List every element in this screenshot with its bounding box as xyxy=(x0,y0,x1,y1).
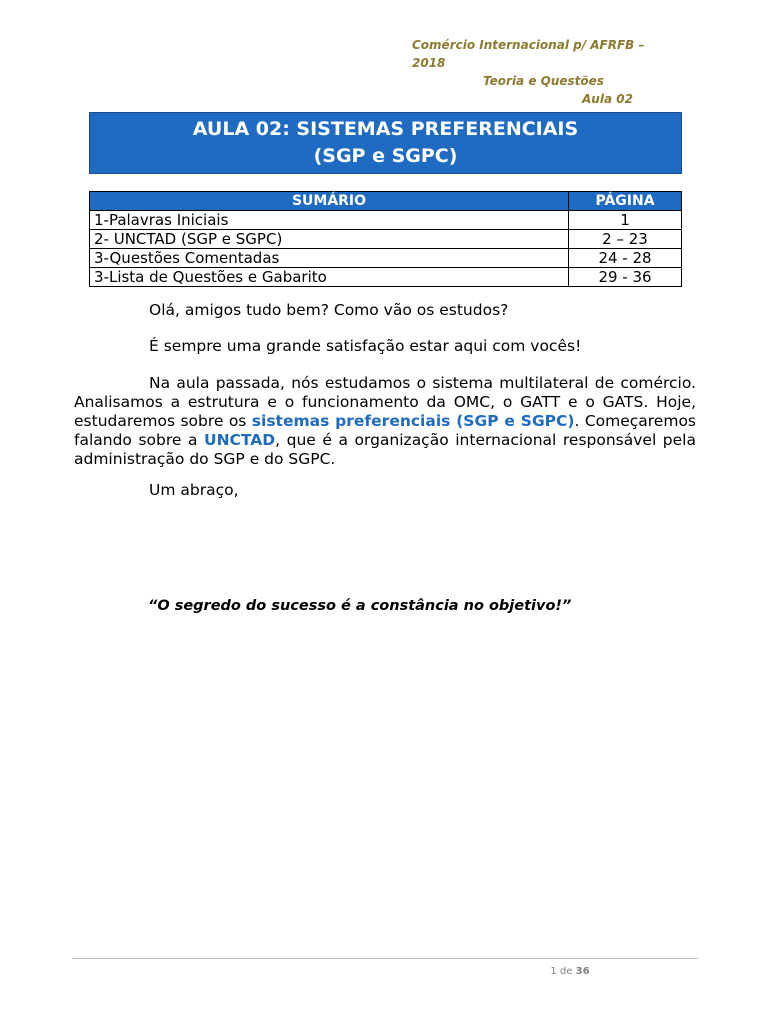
table-row xyxy=(90,249,682,268)
summary-table xyxy=(89,191,682,287)
intro-text: . Começaremos falando sobre a xyxy=(74,412,697,449)
summary-page: 2 – 23 xyxy=(569,230,682,249)
intro-text: Na aula passada, nós estudamos o sistema multilateral de comércio. Analisamos a estrutura e o funcionamento da OMC, o GATT e o GATS. Hoje, estudaremos sobre os xyxy=(74,374,696,430)
highlight-unctad: UNCTAD xyxy=(204,431,276,449)
page-number xyxy=(530,966,610,977)
running-header xyxy=(400,36,680,108)
intro-text: , que é a organização internacional responsável pela administração do SGP e do SGPC. xyxy=(74,431,696,468)
lesson-subtitle: (SGP e SGPC) xyxy=(313,145,458,167)
table-row xyxy=(90,230,682,249)
total-pages: 36 xyxy=(575,966,590,977)
greeting-paragraph: Olá, amigos tudo bem? Como vão os estudos? xyxy=(149,301,509,319)
closing-paragraph: Um abraço, xyxy=(149,481,239,499)
summary-column-header: SUMÁRIO xyxy=(90,192,569,211)
lesson-title: AULA 02: SISTEMAS PREFERENCIAIS xyxy=(192,118,579,140)
page-column-header: PÁGINA xyxy=(569,192,682,211)
summary-page: 24 - 28 xyxy=(569,249,682,268)
table-row xyxy=(90,211,682,230)
summary-page: 1 xyxy=(569,211,682,230)
intro-paragraph xyxy=(74,374,696,469)
summary-header-row xyxy=(90,192,682,211)
summary-item: 3-Lista de Questões e Gabarito xyxy=(90,268,569,287)
current-page: 1 xyxy=(550,966,557,977)
footer-divider xyxy=(72,958,698,959)
summary-item: 3-Questões Comentadas xyxy=(90,249,569,268)
motivational-quote: “O segredo do sucesso é a constância no objetivo!” xyxy=(148,598,572,614)
satisfaction-paragraph: É sempre uma grande satisfação estar aqui com vocês! xyxy=(149,337,582,355)
summary-item: 1-Palavras Iniciais xyxy=(90,211,569,230)
header-lesson: Aula 02 xyxy=(582,92,633,106)
highlight-preferential-systems: sistemas preferenciais (SGP e SGPC) xyxy=(251,412,575,430)
summary-item: 2- UNCTAD (SGP e SGPC) xyxy=(90,230,569,249)
lesson-title-box xyxy=(89,112,682,174)
header-subtitle: Teoria e Questões xyxy=(483,74,604,88)
header-course: Comércio Internacional p/ AFRFB – 2018 xyxy=(412,38,645,70)
page-separator: de xyxy=(556,966,576,977)
summary-page: 29 - 36 xyxy=(569,268,682,287)
table-row xyxy=(90,268,682,287)
